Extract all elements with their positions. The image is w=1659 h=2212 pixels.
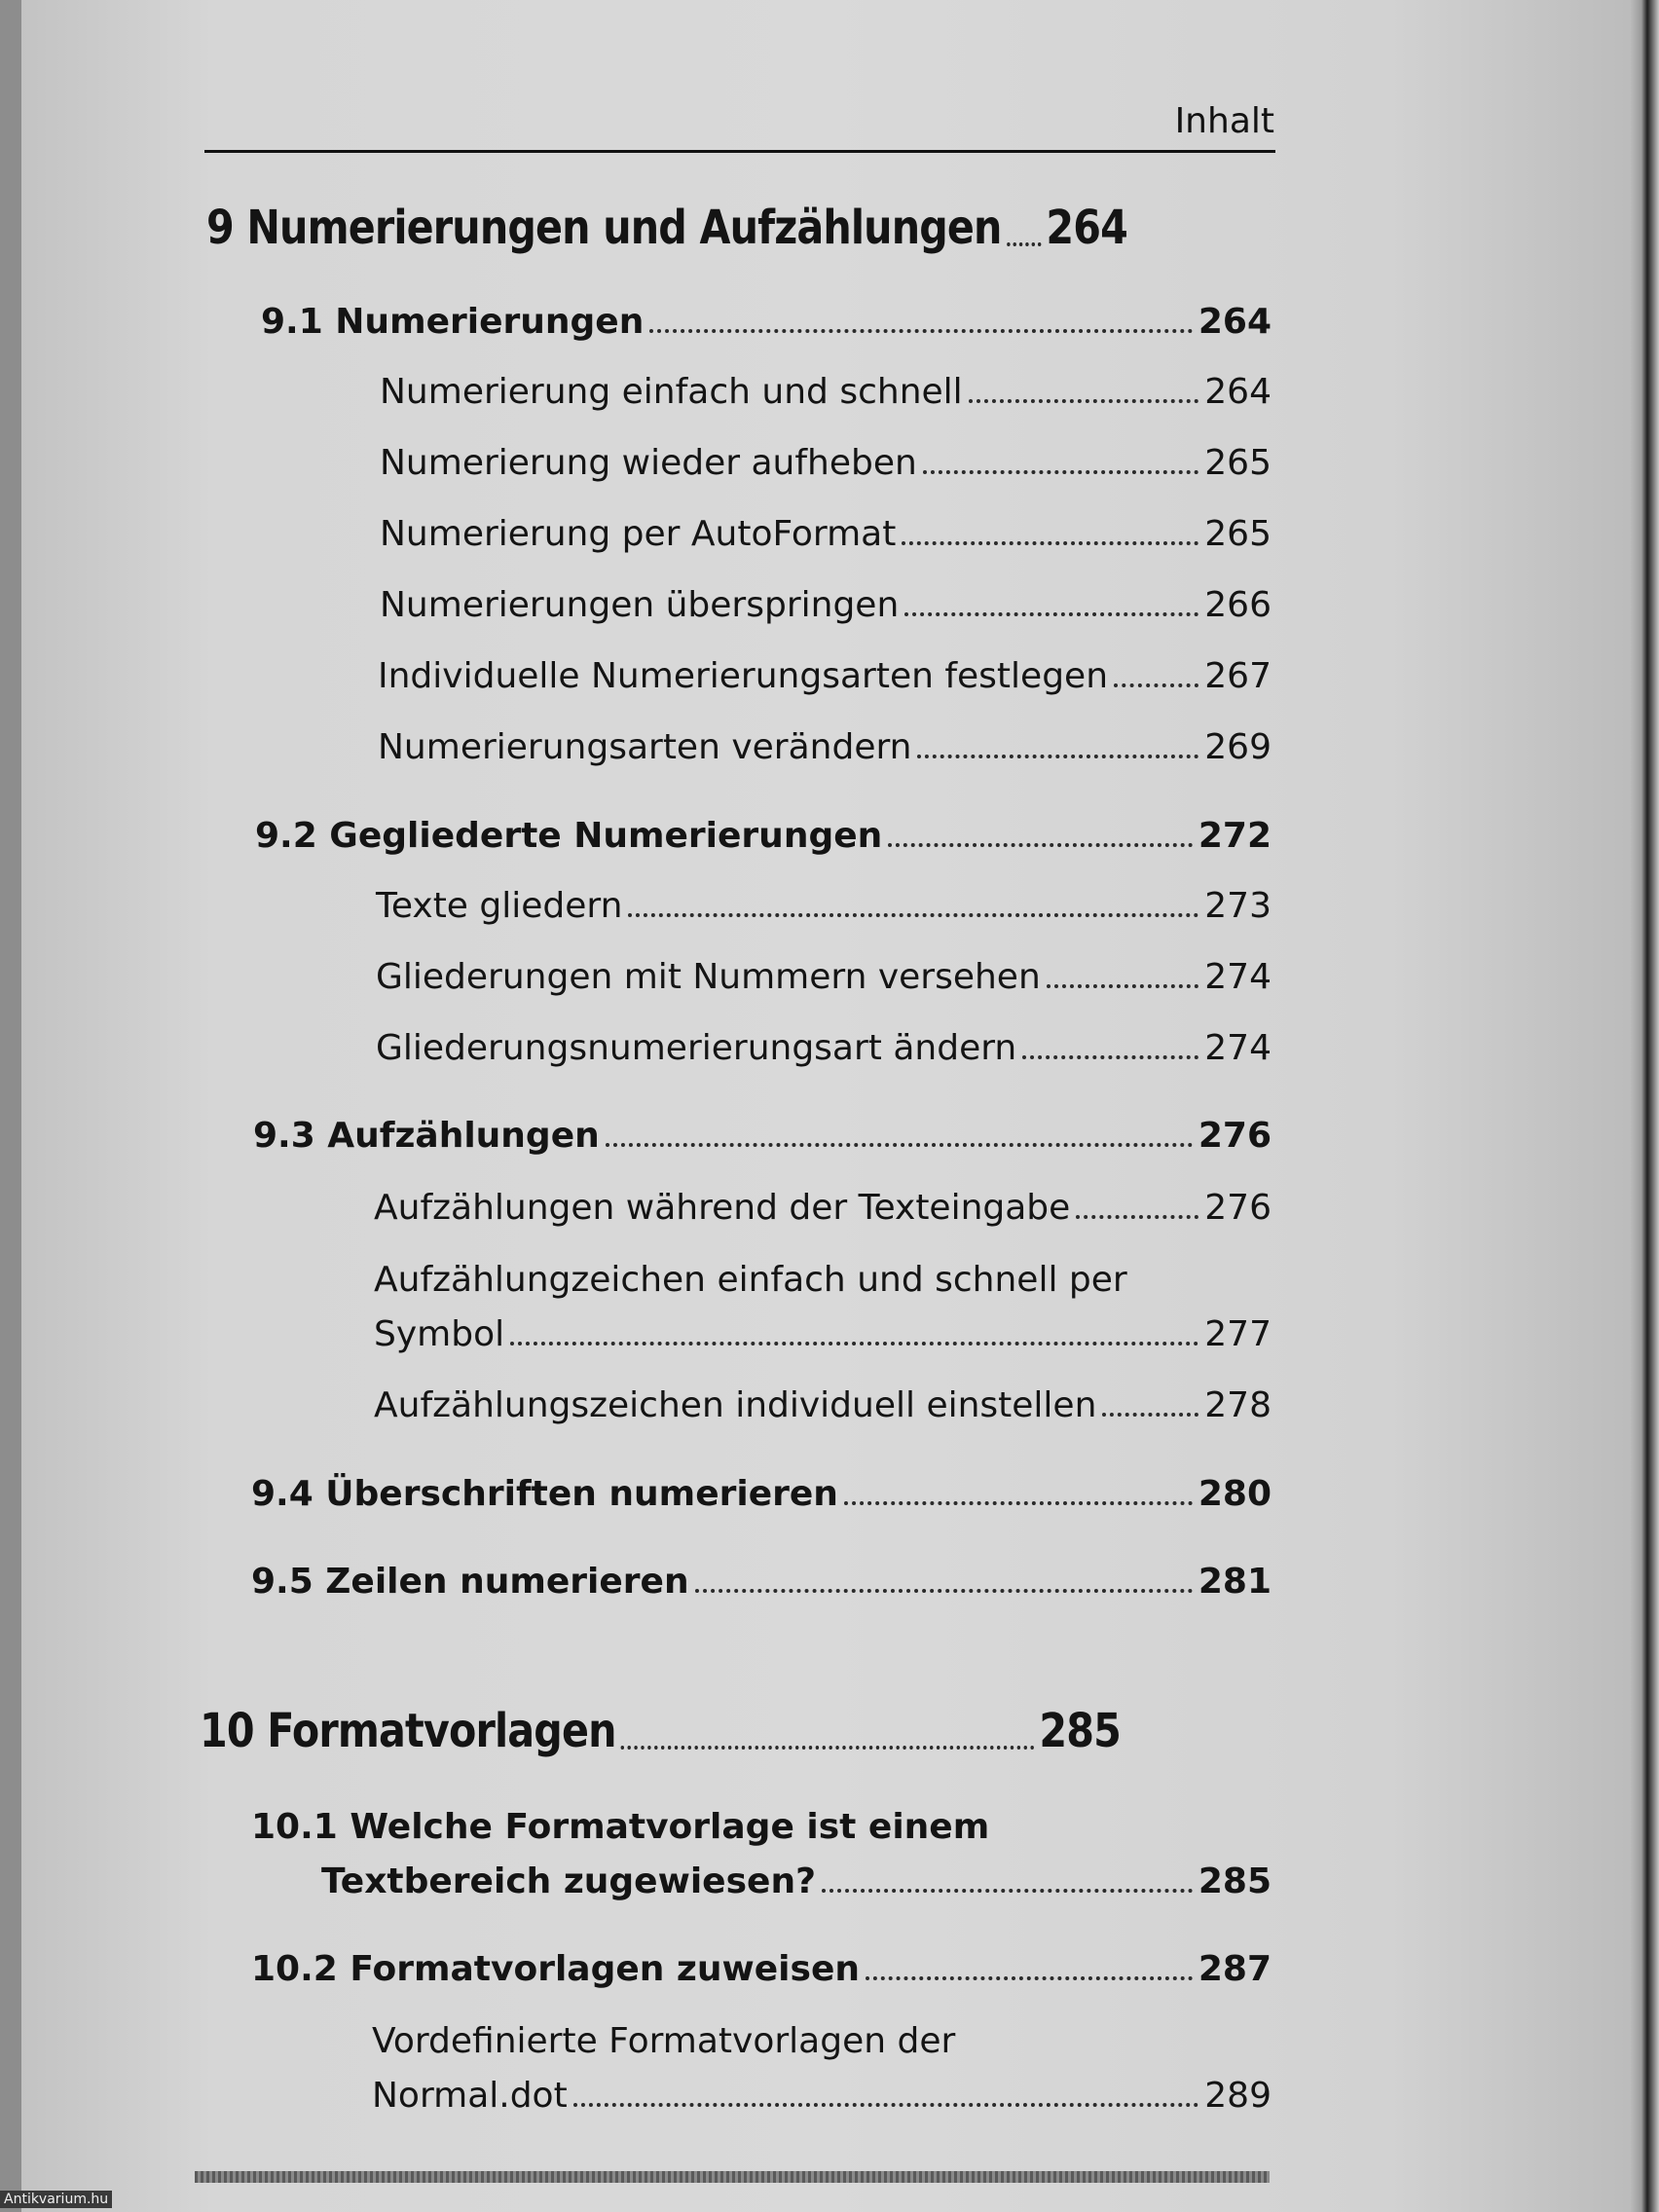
- toc-entry-label: 9.4 Überschriften numerieren: [251, 1474, 838, 1514]
- toc-subentry[interactable]: [374, 1385, 1272, 1425]
- toc-entry-label: Gliederungsnumerierungsart ändern: [376, 1028, 1017, 1068]
- toc-entry-label: Individuelle Numerierungsarten festlegen: [378, 656, 1109, 696]
- toc-page-number: 274: [1204, 1028, 1272, 1068]
- toc-page-number: 273: [1204, 886, 1272, 926]
- toc-leader: [1114, 683, 1198, 687]
- toc-section-9-3[interactable]: [253, 1116, 1272, 1156]
- toc-entry-label: Normal.dot: [372, 2076, 568, 2116]
- toc-entry-label: 10.2 Formatvorlagen zuweisen: [251, 1949, 860, 1989]
- toc-entry-label: Gliederungen mit Nummern versehen: [376, 957, 1041, 997]
- toc-entry-label: 10 Formatvorlagen: [200, 1704, 616, 1758]
- toc-leader: [917, 755, 1198, 758]
- toc-section-first-line: 10.1 Welche Formatvorlage ist einem: [251, 1807, 990, 1847]
- toc-subentry[interactable]: [380, 372, 1272, 412]
- toc-leader: [1022, 1055, 1198, 1059]
- toc-leader: [822, 1889, 1193, 1893]
- toc-subentry-first-line: Aufzählungzeichen einfach und schnell per: [374, 1260, 1127, 1300]
- toc-leader: [621, 1746, 1034, 1750]
- toc-entry-label: Numerierung per AutoFormat: [380, 514, 897, 554]
- toc-page-number: 287: [1198, 1949, 1272, 1989]
- toc-subentry[interactable]: [380, 443, 1272, 483]
- toc-page-number: 264: [1046, 201, 1127, 255]
- toc-page-number: 266: [1204, 585, 1272, 625]
- toc-subentry[interactable]: [374, 1188, 1272, 1228]
- toc-entry-label: Aufzählungen während der Texteingabe: [374, 1188, 1071, 1228]
- toc-leader: [904, 612, 1198, 616]
- toc-leader: [969, 399, 1199, 403]
- toc-leader: [902, 541, 1198, 545]
- toc-page-number: 276: [1204, 1188, 1272, 1228]
- toc-subentry[interactable]: [378, 656, 1272, 696]
- toc-subentry[interactable]: [376, 1028, 1272, 1068]
- toc-subentry[interactable]: [372, 2076, 1272, 2116]
- toc-leader: [1102, 1413, 1198, 1417]
- toc-subentry[interactable]: [378, 727, 1272, 767]
- toc-entry-label: Texte gliedern: [376, 886, 623, 926]
- toc-entry-label: Symbol: [374, 1314, 505, 1354]
- toc-page-number: 289: [1204, 2076, 1272, 2116]
- toc-leader: [1007, 242, 1042, 246]
- toc-section-10-2[interactable]: [251, 1949, 1272, 1989]
- toc-page-number: 277: [1204, 1314, 1272, 1354]
- toc-leader: [510, 1342, 1198, 1346]
- toc-entry-label: Aufzählungszeichen individuell einstellen: [374, 1385, 1097, 1425]
- toc-section-9-2[interactable]: [255, 816, 1272, 856]
- toc-subentry[interactable]: [380, 514, 1272, 554]
- toc-entry-label: Numerierungsarten verändern: [378, 727, 912, 767]
- toc-leader: [695, 1589, 1193, 1593]
- toc-page-number: 264: [1198, 302, 1272, 342]
- watermark: Antikvarium.hu: [0, 2191, 112, 2208]
- toc-leader: [1047, 984, 1199, 988]
- toc-leader: [649, 329, 1193, 333]
- toc-section-9-5[interactable]: [251, 1562, 1272, 1602]
- toc-entry-label: 9.5 Zeilen numerieren: [251, 1562, 689, 1602]
- toc-entry-label: Numerierung wieder aufheben: [380, 443, 917, 483]
- toc-page-number: 267: [1204, 656, 1272, 696]
- toc-section-10-1[interactable]: [321, 1862, 1272, 1901]
- toc-page-number: 265: [1204, 514, 1272, 554]
- toc-leader: [628, 913, 1198, 917]
- toc-entry-label: Textbereich zugewiesen?: [321, 1862, 816, 1901]
- running-header-title: Inhalt: [1174, 101, 1274, 141]
- toc-leader: [923, 470, 1198, 474]
- toc-entry-label: 9.3 Aufzählungen: [253, 1116, 600, 1156]
- toc-subentry[interactable]: [374, 1314, 1272, 1354]
- toc-subentry[interactable]: [380, 585, 1272, 625]
- toc-page-number: 285: [1198, 1862, 1272, 1901]
- toc-leader: [844, 1501, 1193, 1505]
- toc-chapter-10[interactable]: [200, 1704, 1121, 1758]
- toc-page-number: 265: [1204, 443, 1272, 483]
- toc-page-number: 269: [1204, 727, 1272, 767]
- toc-entry-label: 9.1 Numerierungen: [261, 302, 645, 342]
- toc-section-9-4[interactable]: [251, 1474, 1272, 1514]
- toc-page-number: 278: [1204, 1385, 1272, 1425]
- toc-entry-label: 9.2 Gegliederte Numerierungen: [255, 816, 883, 856]
- toc-leader: [866, 1976, 1193, 1980]
- toc-section-9-1[interactable]: [261, 302, 1272, 342]
- toc-entry-label: 9 Numerierungen und Aufzählungen: [206, 201, 1002, 255]
- toc-entry-label: Numerierung einfach und schnell: [380, 372, 963, 412]
- toc-page-number: 272: [1198, 816, 1272, 856]
- toc-subentry[interactable]: [376, 886, 1272, 926]
- toc-entry-label: Numerierungen überspringen: [380, 585, 900, 625]
- toc-page-number: 285: [1039, 1704, 1121, 1758]
- toc-subentry[interactable]: [376, 957, 1272, 997]
- toc-leader: [573, 2103, 1199, 2107]
- toc-page-number: 280: [1198, 1474, 1272, 1514]
- toc-subentry-first-line: Vordefinierte Formatvorlagen der: [372, 2021, 956, 2061]
- toc-page-number: 274: [1204, 957, 1272, 997]
- toc-leader: [888, 843, 1193, 847]
- toc-page-number: 276: [1198, 1116, 1272, 1156]
- toc-page-number: 281: [1198, 1562, 1272, 1602]
- toc-leader: [606, 1143, 1193, 1147]
- toc-leader: [1076, 1215, 1198, 1219]
- toc-page-number: 264: [1204, 372, 1272, 412]
- footer-rule: [195, 2171, 1270, 2183]
- toc-chapter-9[interactable]: [206, 201, 1127, 255]
